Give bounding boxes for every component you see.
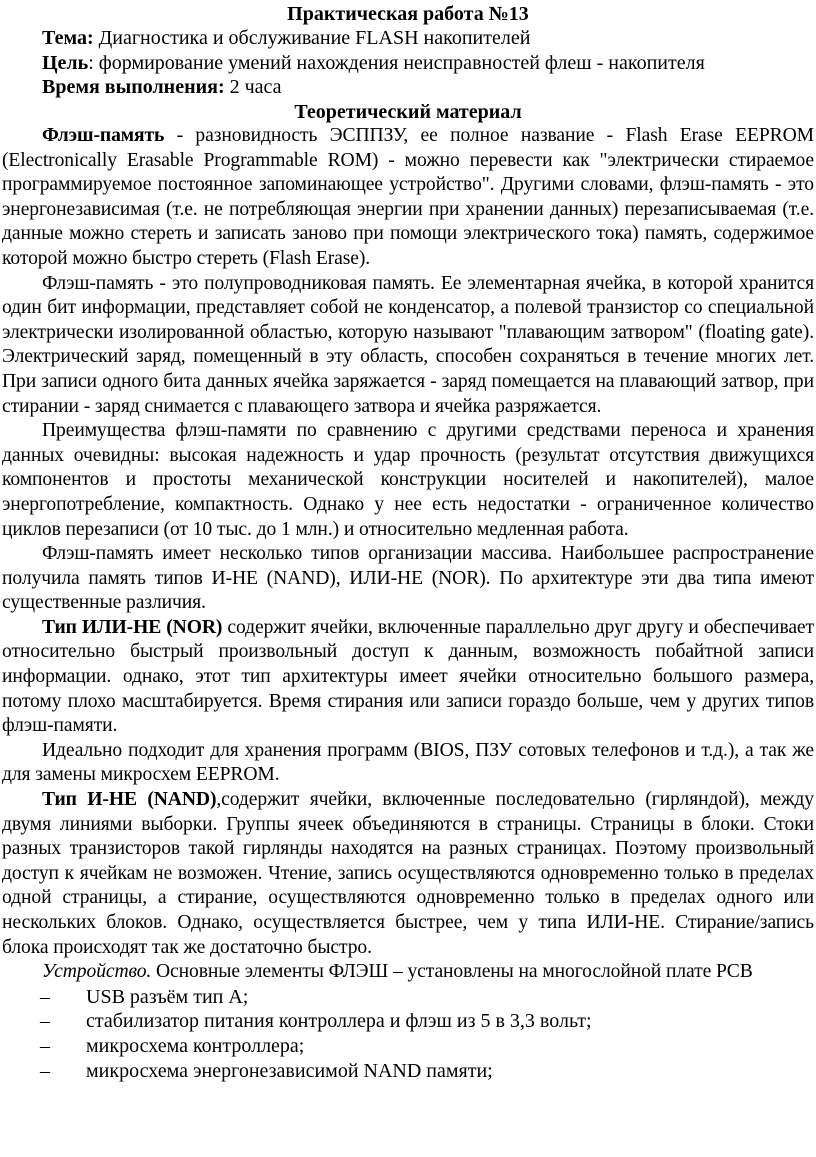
page-title: Практическая работа №13 xyxy=(287,3,529,25)
term-device: Устройство. xyxy=(42,961,152,983)
list-item-text: USB разъём тип А; xyxy=(86,985,249,1008)
section-title: Теоретический материал xyxy=(294,100,522,123)
term-nor: Тип ИЛИ-НЕ (NOR) xyxy=(42,616,223,638)
paragraph-nor xyxy=(2,616,814,739)
dash-bullet: – xyxy=(40,1034,50,1057)
list-item xyxy=(2,1059,814,1084)
components-list xyxy=(2,985,814,1083)
dash-bullet: – xyxy=(40,1010,50,1033)
topic-value: Диагностика и обслуживание FLASH накопителей xyxy=(93,27,531,49)
goal-label: Цель xyxy=(42,51,89,74)
paragraph-text: Основные элементы ФЛЭШ – установлены на многослойной плате PCB xyxy=(151,961,753,983)
list-item xyxy=(2,1009,814,1034)
paragraph-nand xyxy=(2,788,814,960)
time-line xyxy=(2,75,814,100)
list-item-text: микросхема энергонезависимой NAND памяти; xyxy=(86,1059,493,1082)
goal-line xyxy=(2,51,814,76)
list-item-text: микросхема контроллера; xyxy=(86,1034,305,1057)
paragraph-advantages: Преимущества флэш-памяти по сравнению с другими средствами переноса и хранения данных очевидны: высокая надежность и удар прочность (результат отсутствия движущихся компонентов и простоты механической конструкции носителей и накопителей), малое энергопотребление, компактность. Однако у нее есть недостатки - ограниченное количество циклов перезаписи (от 10 тыс. до 1 млн.) и относительно медленная работа. xyxy=(2,420,814,540)
dash-bullet: – xyxy=(40,1059,50,1082)
term-nand: Тип И-НЕ (NAND) xyxy=(42,789,217,811)
paragraph-text: - разновидность ЭСППЗУ, ее полное название - Flash Erase EEPROM (Electronically Erasable Programmable ROM) - можно перевести как "электрически стираемое программируемое постоянное запоминающее устройство". Другими словами, флэш-память - это энергонезависимая (т.е. не потребляющая энергии при хранении данных) перезаписываемая (т.е. данные можно стереть и записать заново при помощи электрического тока) память, содержимое которой можно быстро стереть (Flash Erase). xyxy=(2,125,814,269)
paragraph-flash-definition xyxy=(2,124,814,272)
topic-line xyxy=(2,26,814,51)
paragraph-semiconductor: Флэш-память - это полупроводниковая память. Ее элементарная ячейка, в которой хранится один бит информации, представляет собой не конденсатор, а полевой транзистор со специальной электрически изолированной областью, которую называют "плавающим затвором" (floating gate). Электрический заряд, помещенный в эту область, способен сохраняться в течение многих лет. При записи одного бита данных ячейка заряжается - заряд помещается на плавающий затвор, при стирании - заряд снимается с плавающего затвора и ячейка разряжается. xyxy=(2,272,814,417)
paragraph-device xyxy=(2,960,814,985)
list-item-text: стабилизатор питания контроллера и флэш из 5 в 3,3 вольт; xyxy=(86,1010,592,1033)
paragraph-text: ,содержит ячейки, включенные последовательно (гирляндой), между двумя линиями выборки. Группы ячеек объединяются в страницы. Страницы в блоки. Стоки разных транзисторов такой гирлянды находятся на разных страницах. Поэтому произвольный доступ к ячейкам не возможен. Чтение, запись осуществляются одновременно только в пределах одной страницы, а стирание, осуществляются одновременно только в пределах одного или нескольких блоков. Однако, осуществляется быстрее, чем у типа ИЛИ-НЕ. Стирание/запись блока происходят так же достаточно быстро. xyxy=(2,789,815,958)
topic-label: Тема: xyxy=(42,27,94,49)
goal-value: : формирование умений нахождения неисправностей флеш - накопителя xyxy=(88,51,705,74)
list-item xyxy=(2,985,814,1010)
time-label: Время выполнения: xyxy=(42,76,225,98)
time-value: 2 часа xyxy=(224,76,282,98)
document-page xyxy=(0,2,816,1157)
list-item xyxy=(2,1034,814,1059)
term-flash-memory: Флэш-память xyxy=(42,125,165,146)
paragraph-nor-usage: Идеально подходит для хранения программ (BIOS, ПЗУ сотовых телефонов и т.д.), а так же для замены микросхем EEPROM. xyxy=(2,739,814,786)
paragraph-array-types: Флэш-память имеет несколько типов организации массива. Наибольшее распространение получила память типов И-НЕ (NAND), ИЛИ-НЕ (NOR). По архитектуре эти два типа имеют существенные различия. xyxy=(2,543,814,614)
paragraph-text: содержит ячейки, включенные параллельно друг другу и обеспечивает относительно быстрый произвольный доступ к данным, возможность побайтной записи информации. однако, этот тип архитектуры имеет ячейки относительно большого размера, потому плохо масштабируется. Время стирания или записи гораздо больше, чем у других типов флэш-памяти. xyxy=(2,616,814,737)
dash-bullet: – xyxy=(40,985,50,1008)
